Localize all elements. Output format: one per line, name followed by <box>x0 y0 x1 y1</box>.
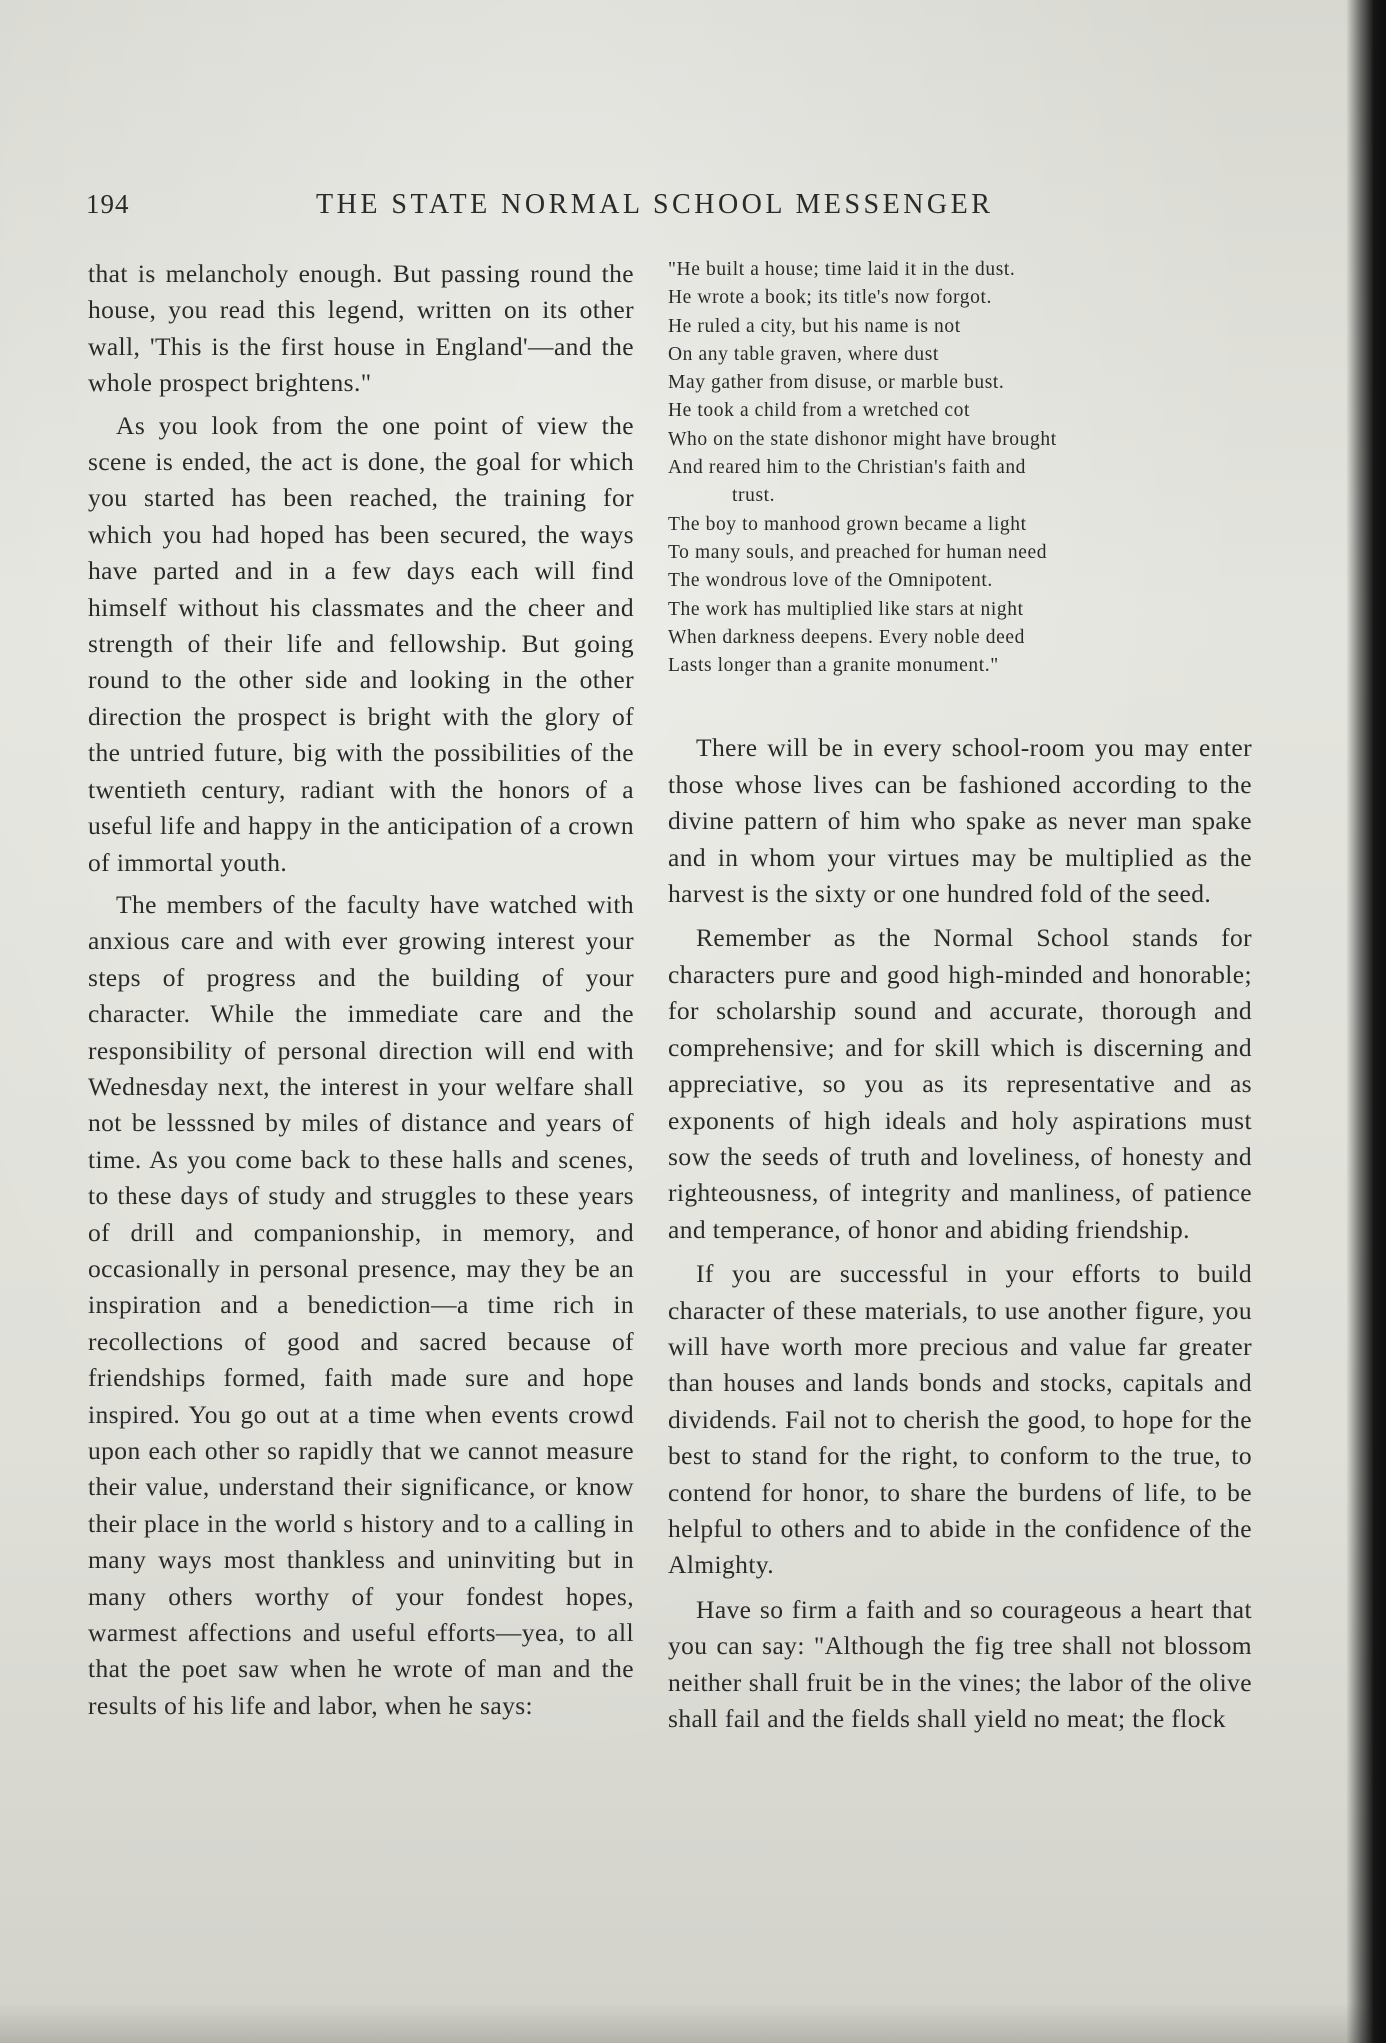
right-column <box>668 256 1252 1745</box>
poem-line: And reared him to the Christian's faith and <box>668 457 1027 479</box>
page-header <box>86 189 1286 229</box>
poem-line: Lasts longer than a granite monument." <box>668 655 999 677</box>
running-title: THE STATE NORMAL SCHOOL MESSENGER <box>316 189 994 220</box>
page-bottom-shadow <box>0 2003 1386 2043</box>
paragraph: Remember as the Normal School stands for characters pure and good high-minded and honorable; for scholarship sound and accurate, thorough and comprehensive; and for skill which is discerning and appreciative, so you as its representative and as exponents of high ideals and holy aspirations must sow the seeds of truth and loveliness, of honesty and righteousness, of integrity and manliness, of patience and temperance, of honor and abiding friendship. <box>668 923 1252 1244</box>
poem-line: To many souls, and preached for human need <box>668 541 1048 563</box>
paragraph: Have so firm a faith and so courageous a heart that you can say: "Although the fig tree shall not blossom neither shall fruit be in the vines; the labor of the olive shall fail and the fields shall yield no meat; the flock <box>668 1594 1252 1734</box>
poem-line: The boy to manhood grown became a light <box>668 513 1027 535</box>
paragraph: As you look from the one point of view the scene is ended, the act is done, the goal for which you started has been reached, the training for which you had hoped has been secured, the ways have parted and in a few days each will find himself without his classmates and the cheer and strength of their life and fellowship. But going round to the other side and looking in the other direction the prospect is bright with the glory of the untried future, big with the possibilities of the twentieth century, radiant with the honors of a useful life and happy in the anticipation of a crown of immortal youth. <box>88 410 634 877</box>
poem-line: Who on the state dishonor might have brought <box>668 428 1057 450</box>
poem-line: On any table graven, where dust <box>668 343 939 365</box>
poem-line: May gather from disuse, or marble bust. <box>668 372 1005 394</box>
poem-line: The wondrous love of the Omnipotent. <box>668 570 993 592</box>
paragraph: There will be in every school-room you may enter those whose lives can be fashioned according to the divine pattern of him who spake as never man spake and in whom your virtues may be multiplied as the harvest is the sixty or one hundred fold of the seed. <box>668 733 1252 909</box>
left-column <box>88 256 634 1730</box>
poem-line: trust. <box>732 485 776 507</box>
paragraph: If you are successful in your efforts to build character of these materials, to use another figure, you will have worth more precious and value far greater than houses and lands bonds and stocks, capitals and dividends. Fail not to cherish the good, to hope for the best to stand for the right, to conform to the true, to contend for honor, to share the burdens of life, to be helpful to others and to abide in the confidence of the Almighty. <box>668 1259 1252 1580</box>
poem-line: The work has multiplied like stars at night <box>668 598 1024 620</box>
poem-line: "He built a house; time laid it in the dust. <box>668 259 1016 280</box>
poem-line: He ruled a city, but his name is not <box>668 315 961 337</box>
paragraph: The members of the faculty have watched with anxious care and with ever growing interest your steps of progress and the building of your character. While the immediate care and the responsibility of personal direction will end with Wednesday next, the interest in your welfare shall not be lesssned by miles of distance and years of time. As you come back to these halls and scenes, to these days of study and struggles to these years of drill and companionship, in memory, and occasionally in personal presence, may they be an inspiration and a benediction—a time rich in recollections of good and sacred because of friendships formed, faith made sure and hope inspired. You go out at a time when events crowd upon each other so rapidly that we cannot measure their value, understand their significance, or know their place in the world s history and to a calling in many ways most thankless and uninviting but in many others worthy of your fondest hopes, warmest affections and useful efforts—yea, to all that the poet saw when he wrote of man and the results of his life and labor, when he says: <box>88 889 634 1720</box>
poem-line: When darkness deepens. Every noble deed <box>668 626 1025 648</box>
poem-line: He wrote a book; its title's now forgot. <box>668 287 992 309</box>
poem-quotation <box>668 256 1252 680</box>
poem-line: He took a child from a wretched cot <box>668 400 971 422</box>
page-number: 194 <box>86 189 130 219</box>
paragraph: that is melancholy enough. But passing round the house, you read this legend, written on its other wall, 'This is the first house in England'—and the whole prospect brightens." <box>88 259 634 398</box>
binding-edge-shadow <box>1346 0 1386 2043</box>
